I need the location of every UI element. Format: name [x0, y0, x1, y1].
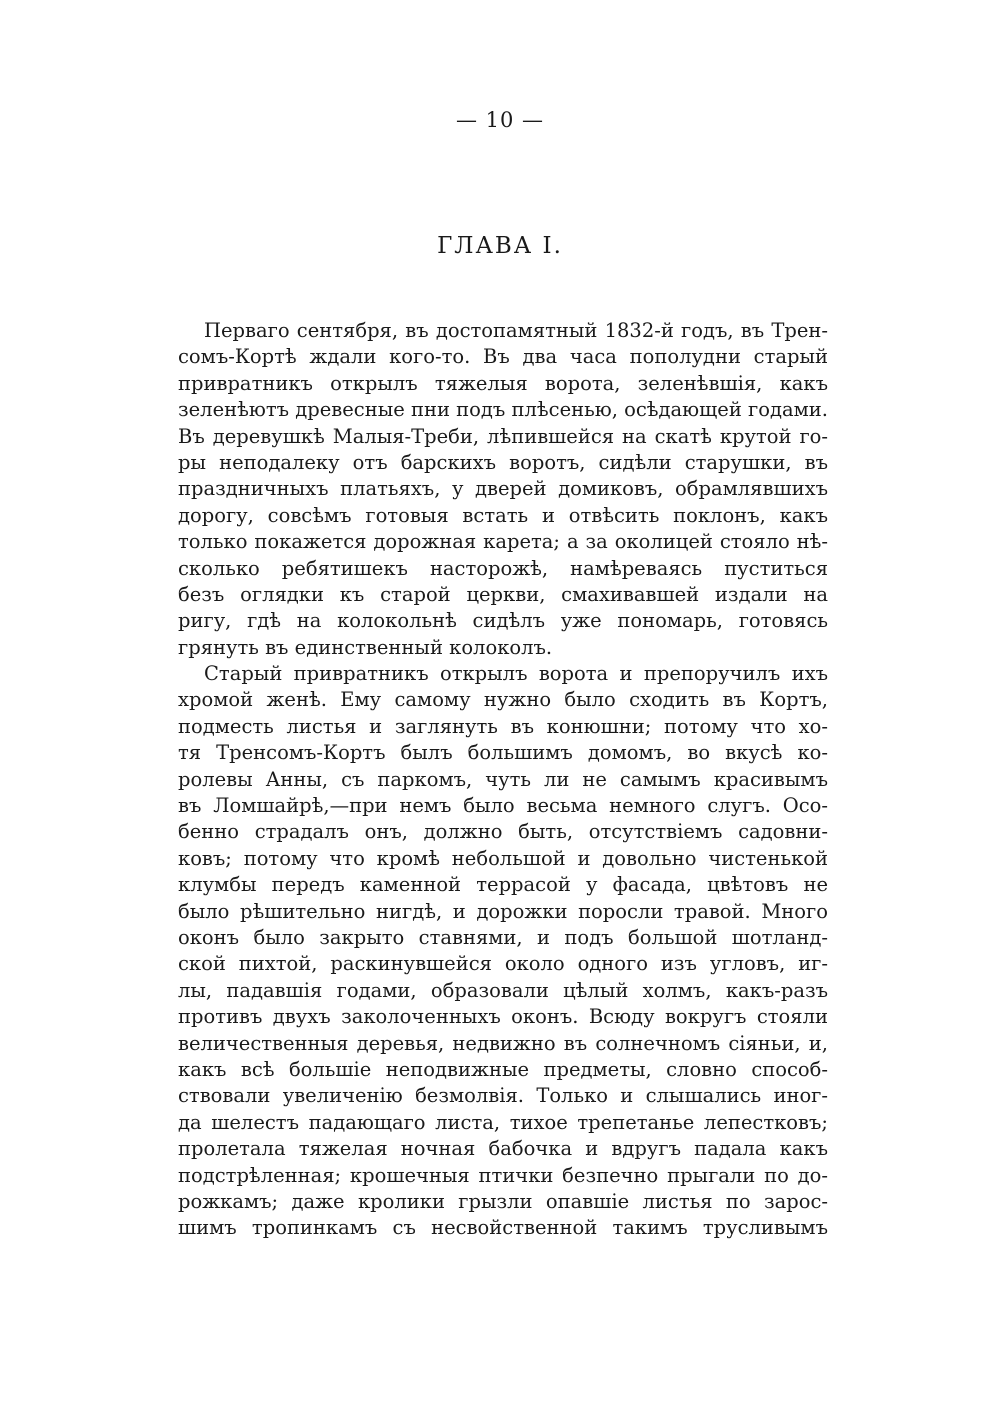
text-line: величественныя деревья, недвижно въ солнечномъ сіяньи, и, — [178, 1031, 828, 1055]
text-line: тя Тренсомъ-Кортъ былъ большимъ домомъ, во вкусѣ ко- — [178, 741, 828, 765]
text-line: противъ двухъ заколоченныхъ оконъ. Всюду вокругъ стояли — [178, 1005, 828, 1029]
text-line: ры неподалеку отъ барскихъ воротъ, сидѣли старушки, въ — [178, 450, 828, 474]
text-line: только покажется дорожная карета; а за околицей стояло нѣ- — [178, 530, 828, 554]
text-line: праздничныхъ платьяхъ, у дверей домиковъ, обрамлявшихъ — [178, 477, 828, 501]
text-line: шимъ тропинкамъ съ несвойственной такимъ трусливымъ — [178, 1216, 828, 1240]
text-line: Въ деревушкѣ Малыя-Треби, лѣпившейся на скатѣ крутой го- — [178, 424, 828, 448]
text-line: грянуть въ единственный колоколъ. — [178, 635, 553, 659]
text-line: въ Ломшайрѣ,—при немъ было весьма немного слугъ. Осо- — [178, 794, 828, 818]
text-line: ковъ; потому что кромѣ небольшой и довольно чистенькой — [178, 846, 828, 870]
text-line: ствовали увеличенію безмолвія. Только и слышались иног- — [178, 1084, 828, 1108]
text-line: было рѣшительно нигдѣ, и дорожки поросли травой. Много — [178, 899, 828, 923]
text-line: клумбы передъ каменной террасой у фасада, цвѣтовъ не — [178, 873, 828, 897]
text-line: оконъ было закрыто ставнями, и подъ большой шотланд- — [178, 925, 828, 949]
text-line: бенно страдалъ онъ, должно быть, отсутствіемъ садовни- — [178, 820, 828, 844]
text-line: зеленѣютъ древесные пни подъ плѣсенью, осѣдающей годами. — [178, 398, 828, 422]
text-line: хромой женѣ. Ему самому нужно было сходить въ Кортъ, — [178, 688, 828, 712]
text-line: подместь листья и заглянуть въ конюшни; потому что хо- — [178, 714, 828, 738]
text-line: дорогу, совсѣмъ готовыя встать и отвѣсить поклонъ, какъ — [178, 503, 828, 527]
text-line: да шелестъ падающаго листа, тихое трепетанье лепестковъ; — [178, 1110, 828, 1134]
text-line: пролетала тяжелая ночная бабочка и вдругъ падала какъ — [178, 1137, 828, 1161]
text-line: привратникъ открылъ тяжелыя ворота, зеленѣвшія, какъ — [178, 371, 828, 395]
text-line: Старый привратникъ открылъ ворота и препоручилъ ихъ — [204, 662, 828, 686]
text-line: ской пихтой, раскинувшейся около одного изъ угловъ, иг- — [178, 952, 828, 976]
page-number: — 10 — — [455, 108, 545, 132]
chapter-title: ГЛАВА I. — [437, 233, 563, 259]
text-line: ригу, гдѣ на колокольнѣ сидѣлъ уже пономарь, готовясь — [178, 609, 828, 633]
text-line: ролевы Анны, съ паркомъ, чуть ли не самымъ красивымъ — [178, 767, 828, 791]
text-line: Перваго сентября, въ достопамятный 1832-й годъ, въ Трен- — [204, 319, 828, 342]
text-line: какъ всѣ большіе неподвижные предметы, словно способ- — [178, 1057, 828, 1081]
text-line: подстрѣленная; крошечныя птички безпечно прыгали по до- — [178, 1163, 828, 1187]
text-line: сколько ребятишекъ насторожѣ, намѣреваясь пуститься — [178, 556, 828, 580]
text-line: безъ оглядки къ старой церкви, смахивавшей издали на — [178, 582, 828, 606]
text-line: сомъ-Кортѣ ждали кого-то. Въ два часа пополудни старый — [178, 345, 828, 369]
text-line: лы, падавшія годами, образовали цѣлый холмъ, какъ-разъ — [178, 978, 828, 1002]
body-text — [178, 318, 828, 1242]
text-line: рожкамъ; даже кролики грызли опавшіе листья по зарос- — [178, 1189, 828, 1213]
